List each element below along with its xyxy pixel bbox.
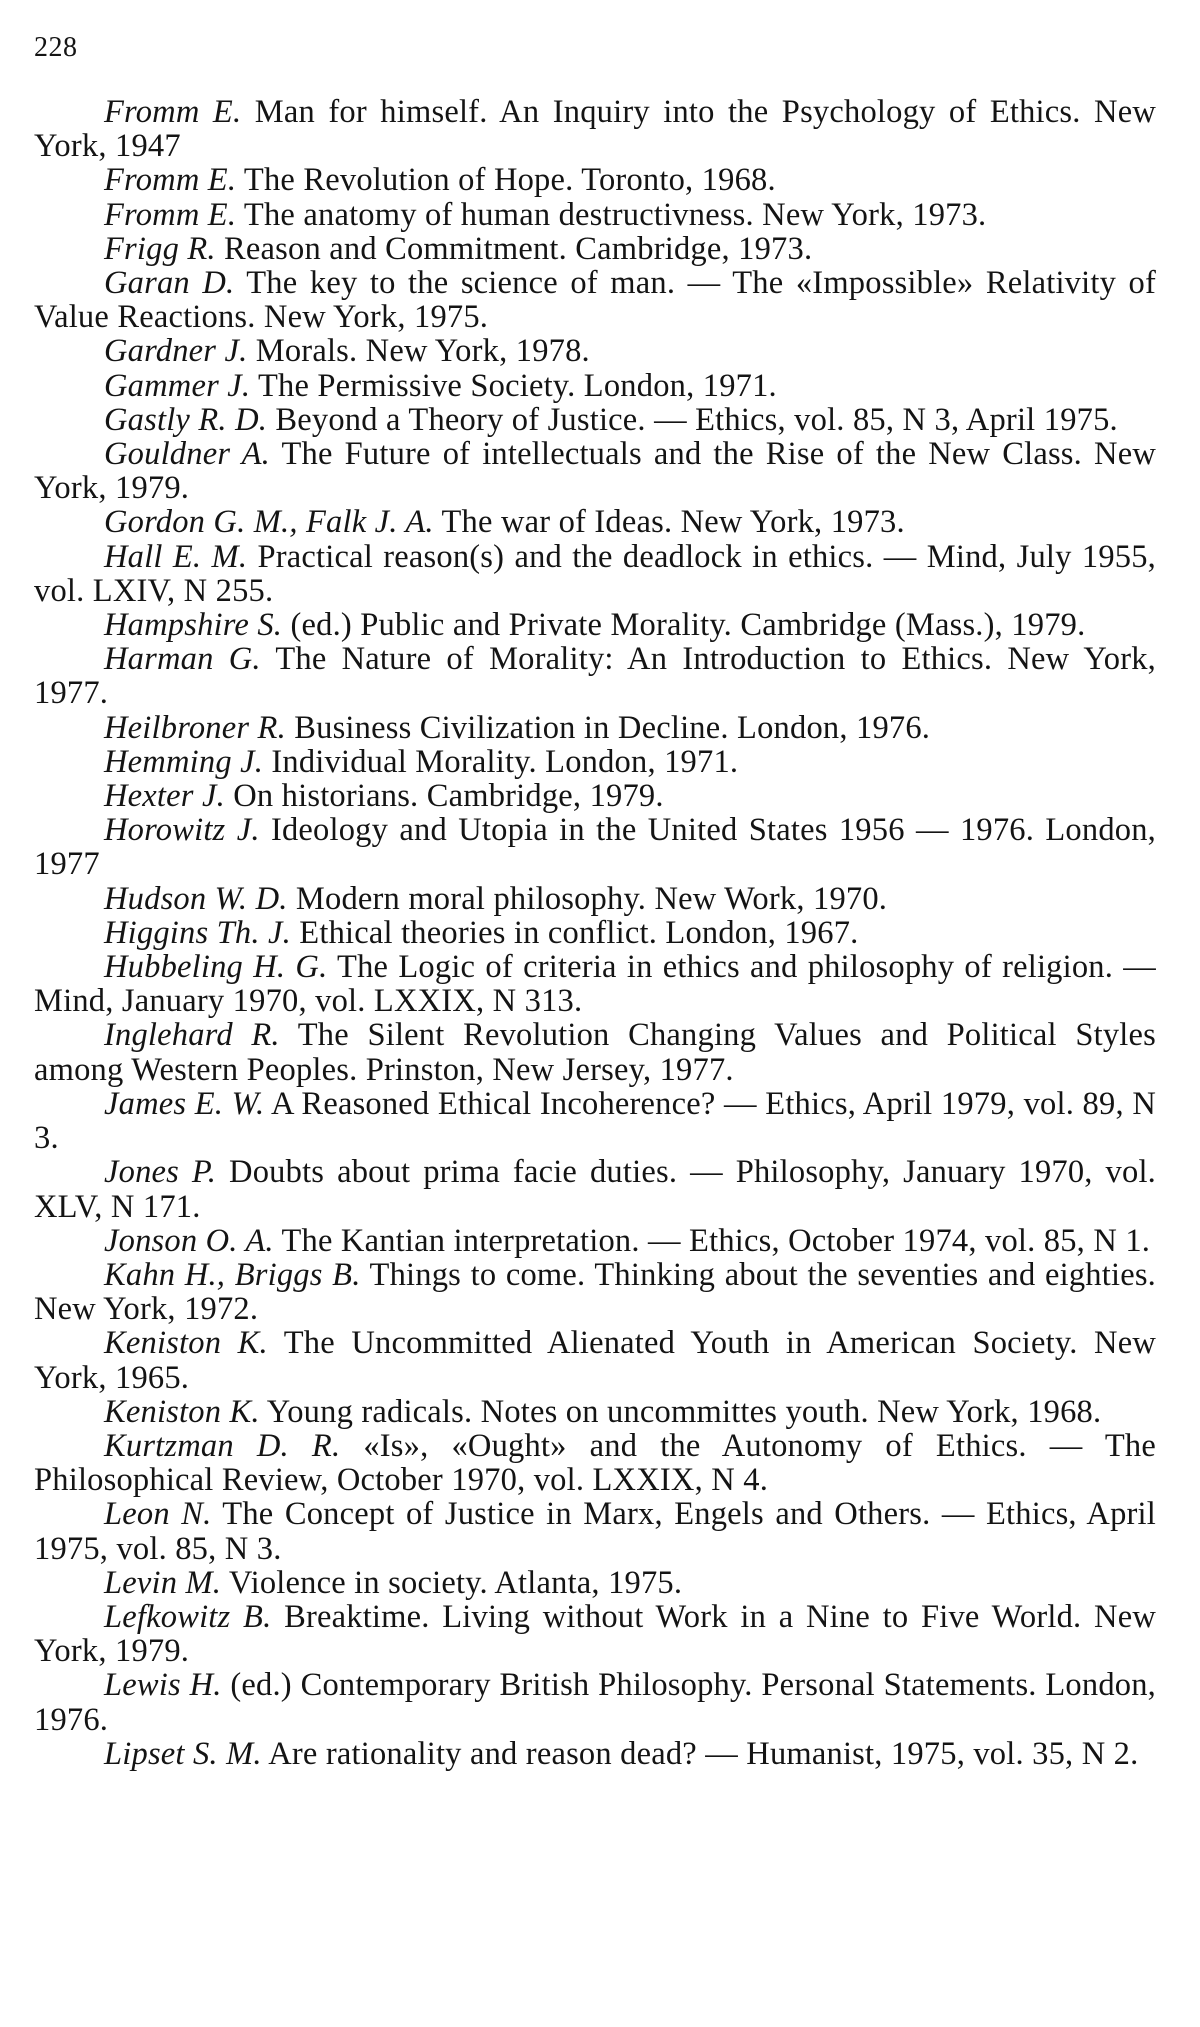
bibliography-entry — [34, 1326, 1156, 1394]
entry-author: Hubbeling H. G. — [104, 949, 328, 986]
bibliography-entry — [34, 711, 1156, 745]
entry-reference: Violence in society. Atlanta, 1975. — [221, 1564, 683, 1601]
entry-author: Higgins Th. J. — [104, 914, 291, 951]
page-number: 228 — [34, 32, 78, 63]
entry-author: Jonson O. A. — [104, 1222, 274, 1259]
entry-reference: Are rationality and reason dead? — Humanist, 1975, vol. 35, N 2. — [261, 1735, 1139, 1772]
entry-author: Kurtzman D. R. — [104, 1427, 341, 1464]
entry-author: Harman G. — [104, 641, 261, 678]
entry-author: Levin M. — [104, 1564, 222, 1601]
entry-reference: The Nature of Morality: An Introduction to Ethics. New York, 1977. — [34, 641, 1156, 712]
bibliography-entry — [34, 1600, 1156, 1668]
entry-reference: Breaktime. Living without Work in a Nine to Five World. New York, 1979. — [34, 1598, 1156, 1670]
bibliography-entry — [34, 403, 1156, 437]
bibliography-entry — [34, 505, 1156, 539]
bibliography-entry — [34, 1668, 1156, 1736]
bibliography-entry — [34, 916, 1156, 950]
bibliography-entry — [34, 198, 1156, 232]
entry-reference: «Is», «Ought» and the Autonomy of Ethics. — The Philosophical Review, October 1970, vol. LXXIX, N 4. — [34, 1427, 1156, 1499]
entry-author: Fromm E. — [104, 162, 237, 199]
entry-reference: On historians. Cambridge, 1979. — [224, 778, 664, 815]
bibliography-entry — [34, 779, 1156, 813]
entry-author: Kahn H., Briggs B. — [104, 1256, 361, 1293]
bibliography-entry — [34, 540, 1156, 608]
entry-author: Gardner J. — [104, 333, 248, 370]
entry-reference: The Permissive Society. London, 1971. — [250, 367, 777, 404]
entry-reference: The Concept of Justice in Marx, Engels and Others. — Ethics, April 1975, vol. 85, N 3. — [34, 1496, 1156, 1567]
entry-author: Fromm E. — [104, 196, 237, 233]
entry-author: Gouldner A. — [104, 436, 270, 473]
entry-author: Heilbroner R. — [104, 709, 286, 746]
bibliography-entry — [34, 1087, 1156, 1155]
bibliography-entry — [34, 813, 1156, 881]
entry-reference: The Uncommitted Alienated Youth in American Society. New York, 1965. — [34, 1325, 1157, 1396]
bibliography-entry — [34, 608, 1156, 642]
entry-author: Garan D. — [104, 265, 235, 302]
bibliography-entry — [34, 95, 1156, 163]
entry-author: Gammer J. — [104, 367, 251, 404]
entry-author: Fromm E. — [104, 94, 242, 130]
entry-reference: The Silent Revolution Changing Values and Political Styles among Western Peoples. Prinston, New Jersey, 1977. — [34, 1017, 1156, 1088]
entry-author: Keniston K. — [104, 1393, 260, 1430]
bibliography-entry — [34, 745, 1156, 779]
entry-reference: A Reasoned Ethical Incoherence? — Ethics, April 1979, vol. 89, N 3. — [34, 1085, 1156, 1157]
bibliography-entry — [34, 437, 1156, 505]
entry-reference: Ideology and Utopia in the United States 1956 — 1976. London, 1977 — [34, 812, 1157, 883]
entry-reference: Beyond a Theory of Justice. — Ethics, vol. 85, N 3, April 1975. — [267, 401, 1118, 438]
bibliography-entry — [34, 882, 1156, 916]
bibliography-entry — [34, 232, 1156, 266]
entry-author: Hudson W. D. — [104, 880, 288, 917]
entry-author: Horowitz J. — [104, 812, 260, 849]
entry-author: Hall E. M. — [104, 538, 248, 575]
entry-author: Hemming J. — [104, 743, 264, 780]
entry-author: Lefkowitz B. — [104, 1598, 272, 1635]
entry-reference: Ethical theories in conflict. London, 1967. — [290, 914, 859, 951]
entry-author: Frigg R. — [104, 230, 216, 267]
bibliography-entry — [34, 1429, 1156, 1497]
entry-reference: The Revolution of Hope. Toronto, 1968. — [236, 162, 776, 199]
entry-author: Leon N. — [104, 1496, 212, 1533]
bibliography-entry — [34, 1497, 1156, 1565]
entry-author: Inglehard R. — [104, 1017, 280, 1054]
entry-reference: Things to come. Thinking about the seventies and eighties. New York, 1972. — [34, 1256, 1156, 1328]
bibliography-entry — [34, 369, 1156, 403]
entry-reference: Practical reason(s) and the deadlock in ethics. — Mind, July 1955, vol. LXIV, N 255. — [34, 538, 1156, 609]
bibliography-entry — [34, 266, 1156, 334]
bibliography-entry — [34, 1737, 1156, 1771]
entry-reference: The Logic of criteria in ethics and philosophy of religion. — Mind, January 1970, vol. LXXIX, N 313. — [34, 949, 1156, 1020]
entry-reference: (ed.) Public and Private Morality. Cambridge (Mass.), 1979. — [282, 607, 1086, 644]
entry-author: Lipset S. M. — [104, 1735, 262, 1772]
entry-reference: Morals. New York, 1978. — [247, 333, 590, 370]
entry-reference: Modern moral philosophy. New Work, 1970. — [287, 880, 888, 917]
entry-reference: Business Civilization in Decline. London, 1976. — [285, 709, 931, 746]
entry-reference: Doubts about prima facie duties. — Philosophy, January 1970, vol. XLV, N 171. — [34, 1154, 1157, 1225]
entry-reference: Reason and Commitment. Cambridge, 1973. — [215, 230, 813, 267]
bibliography-entry — [34, 950, 1156, 1018]
bibliography-entry — [34, 1224, 1156, 1258]
bibliography-entry — [34, 642, 1156, 710]
entry-reference: The Future of intellectuals and the Rise of the New Class. New York, 1979. — [34, 436, 1156, 507]
bibliography-entry — [34, 1155, 1156, 1223]
entry-reference: Individual Morality. London, 1971. — [263, 743, 739, 780]
entry-author: James E. W. — [104, 1085, 265, 1122]
entry-reference: The key to the science of man. — The «Impossible» Relativity of Value Reactions. New York, 1975. — [34, 265, 1156, 336]
entry-author: Gastly R. D. — [104, 401, 268, 438]
bibliography-entry — [34, 1018, 1156, 1086]
entry-reference: The anatomy of human destructivness. New York, 1973. — [236, 196, 987, 233]
bibliography-entry — [34, 1258, 1156, 1326]
bibliography-entry — [34, 1395, 1156, 1429]
entry-reference: Young radicals. Notes on uncommittes youth. New York, 1968. — [259, 1393, 1102, 1430]
entry-author: Lewis H. — [104, 1667, 222, 1704]
entry-author: Keniston K. — [104, 1325, 268, 1362]
entry-reference: Man for himself. An Inquiry into the Psychology of Ethics. New York, 1947 — [34, 94, 1156, 165]
entry-author: Hexter J. — [104, 778, 225, 815]
bibliography-entry — [34, 1566, 1156, 1600]
bibliography-entry — [34, 334, 1156, 368]
entry-author: Jones P. — [104, 1154, 217, 1191]
entry-author: Hampshire S. — [104, 607, 283, 644]
entry-reference: The war of Ideas. New York, 1973. — [433, 504, 905, 541]
entry-reference: (ed.) Contemporary British Philosophy. Personal Statements. London, 1976. — [34, 1667, 1157, 1738]
entry-author: Gordon G. M., Falk J. A. — [104, 504, 434, 541]
entry-reference: The Kantian interpretation. — Ethics, October 1974, vol. 85, N 1. — [273, 1222, 1151, 1259]
bibliography-list — [34, 95, 1156, 1771]
bibliography-entry — [34, 163, 1156, 197]
